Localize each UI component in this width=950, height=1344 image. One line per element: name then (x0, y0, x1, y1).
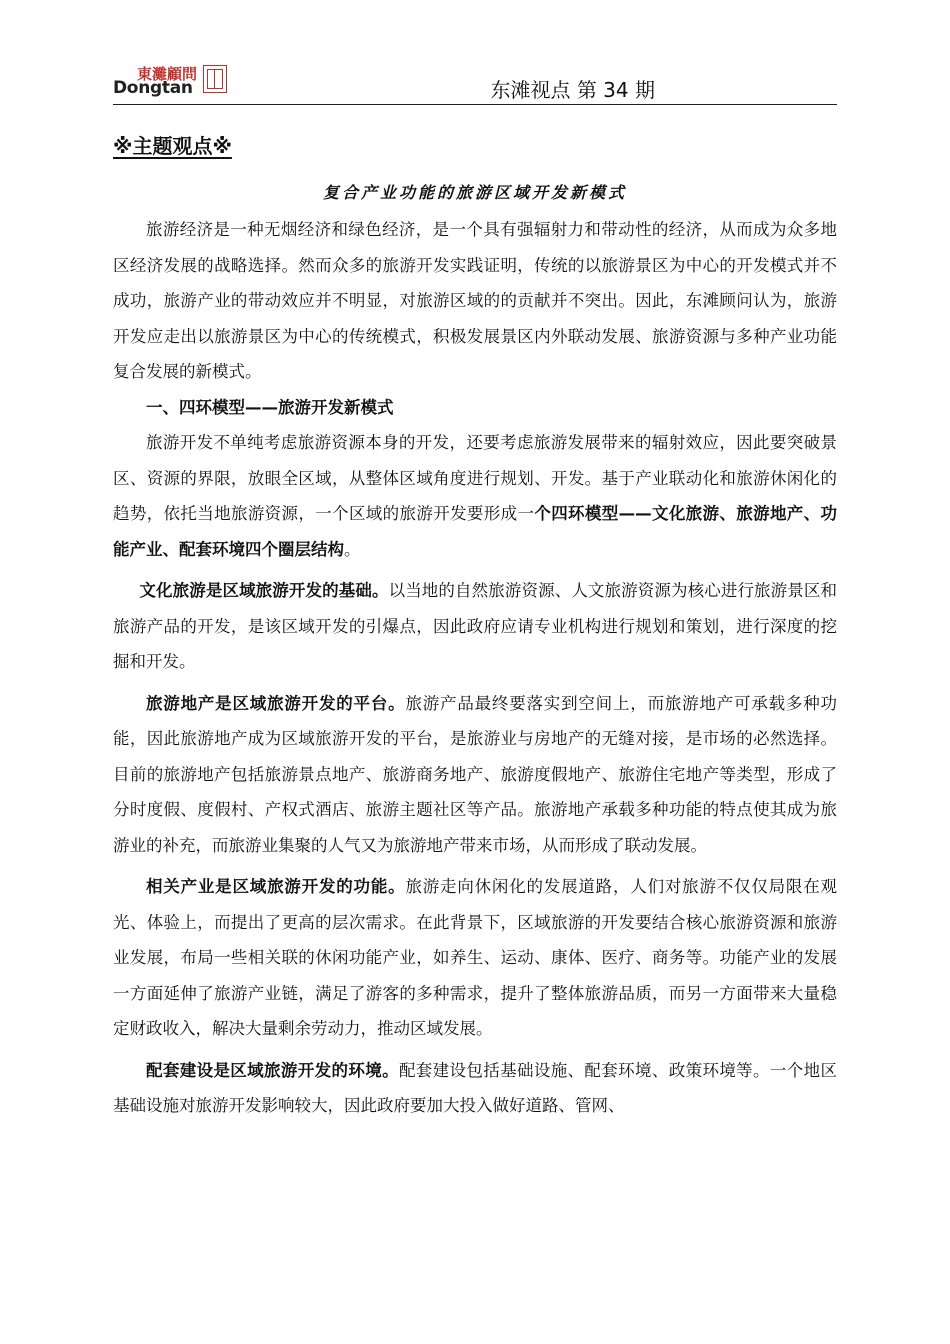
paragraph-text: 旅游开发不单纯考虑旅游资源本身的开发，还要考虑旅游发展带来的辐射效应，因此要突破景区、资源的界限，放眼全区域，从整体区域角度进行规划、开发。基于产业联动化和旅游休闲化的趋势，依托当地旅游资源，一个区域的旅游开发要形成一 (113, 433, 837, 523)
paragraph-text: 旅游产品最终要落实到空间上，而旅游地产可承载多种功能，因此旅游地产成为区域旅游开发的平台，是旅游业与房地产的无缝对接，是市场的必然选择。目前的旅游地产包括旅游景点地产、旅游商务地产、旅游度假地产、旅游住宅地产等类型，形成了分时度假、度假村、产权式酒店、旅游主题社区等产品。旅游地产承载多种功能的特点使其成为旅游业的补充，而旅游业集聚的人气又为旅游地产带来市场，从而形成了联动发展。 (113, 693, 838, 855)
paragraph-lead: 旅游地产是区域旅游开发的平台。 (146, 693, 406, 713)
page-header (113, 62, 837, 105)
paragraph-text: 配套建设包括基础设施、配套环境、政策环境等。一个地区基础设施对旅游开发影响较大，因此政府要加大投入做好道路、管网、 (113, 1060, 838, 1115)
paragraph-four-ring (113, 425, 837, 567)
paragraph-culture-tourism (113, 573, 837, 680)
seal-icon (203, 65, 227, 93)
logo-chinese-text: 東灘顧問 (137, 65, 198, 83)
paragraph-related-industries (113, 869, 837, 1047)
paragraph-text: 以当地的自然旅游资源、人文旅游资源为核心进行旅游景区和旅游产品的开发，是该区域开发的引爆点，因此政府应请专业机构进行规划和策划，进行深度的挖掘和开发。 (113, 581, 838, 671)
article-title: 复合产业功能的旅游区域开发新模式 (322, 183, 627, 202)
paragraph-tourism-real-estate (113, 686, 837, 864)
paragraph-lead: 文化旅游是区域旅游开发的基础。 (139, 581, 389, 600)
paragraph-lead: 配套建设是区域旅游开发的环境。 (146, 1060, 399, 1080)
paragraph-intro: 旅游经济是一种无烟经济和绿色经济，是一个具有强辐射力和带动性的经济，从而成为众多地区经济发展的战略选择。然而众多的旅游开发实践证明，传统的以旅游景区为中心的开发模式并不成功，旅游产业的带动效应并不明显，对旅游区域的的贡献并不突出。因此，东滩顾问认为，旅游开发应走出以旅游景区为中心的传统模式，积极发展景区内外联动发展、旅游资源与多种产业功能复合发展的新模式。 (113, 220, 837, 381)
logo-english-text: Dongtan (113, 78, 193, 98)
paragraph-text: 旅游走向休闲化的发展道路，人们对旅游不仅仅局限在观光、体验上，而提出了更高的层次需求。在此背景下，区域旅游的开发要结合核心旅游资源和旅游业发展，布局一些相关联的休闲功能产业，如养生、运动、康体、医疗、商务等。功能产业的发展一方面延伸了旅游产业链，满足了游客的多种需求，提升了整体旅游品质，而另一方面带来大量稳定财政收入，解决大量剩余劳动力，推动区域发展。 (113, 877, 838, 1038)
paragraph-supporting-facilities (113, 1053, 837, 1124)
subheading-four-ring-model: 一、四环模型——旅游开发新模式 (146, 397, 394, 417)
paragraph-text-end: 。 (344, 539, 361, 559)
dongtan-logo (113, 62, 243, 100)
paragraph-emphasis: 个四环模型——文化旅游、旅游地产、功能产业、配套环境四个圈层结构 (113, 504, 838, 559)
issue-label: 东滩视点 第 34 期 (490, 78, 655, 102)
section-title: ※主题观点※ (113, 134, 232, 158)
paragraph-lead: 相关产业是区域旅游开发的功能。 (146, 877, 406, 896)
article-body (113, 212, 837, 1124)
